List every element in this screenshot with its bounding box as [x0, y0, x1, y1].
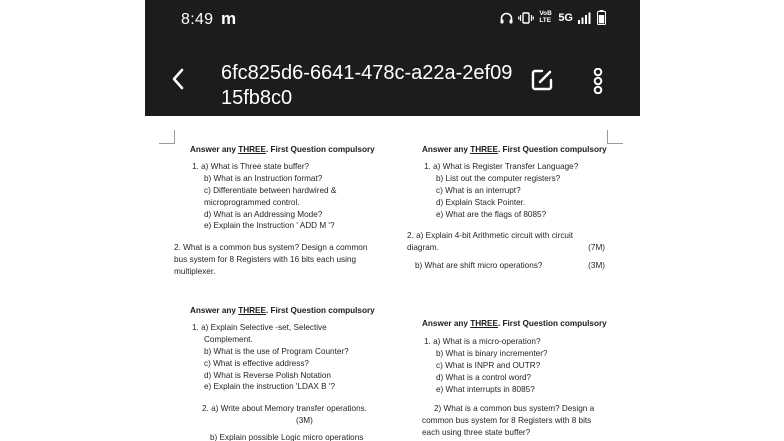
- question-line: c) What is INPR and OUTR?: [436, 360, 541, 370]
- document-viewer[interactable]: [145, 116, 640, 441]
- question-set-1-q2: [174, 242, 394, 278]
- question-line: microprogrammed control.: [204, 197, 300, 207]
- question-line-with-mark: [407, 260, 605, 272]
- more-vert-icon: [591, 68, 605, 94]
- crop-mark: [174, 130, 175, 144]
- back-arrow-icon: [167, 67, 191, 91]
- question-line: e) Explain the Instruction ' ADD M '?: [204, 221, 335, 231]
- question-set-3: [190, 305, 390, 393]
- crop-mark: [607, 130, 608, 144]
- set-1-header: Answer any THREE. First Question compulsory: [190, 145, 375, 154]
- question-line: b) Explain possible Logic micro operations: [210, 432, 364, 441]
- question-line-with-mark: [407, 242, 605, 254]
- question-line: b) What is binary incrementer?: [436, 348, 548, 358]
- volte-icon: VoB LTE: [539, 10, 552, 24]
- status-icons: [500, 10, 606, 25]
- question-set-2: [422, 144, 622, 220]
- question-line: common bus system for 8 Registers with 8 bits: [422, 415, 592, 425]
- edit-button[interactable]: [530, 68, 554, 92]
- question-line: d) What is Reverse Polish Notation: [204, 370, 331, 380]
- question-text: diagram.: [407, 242, 439, 252]
- set-2-header: Answer any THREE. First Question compulsory: [422, 145, 607, 154]
- question-line: d) What is a control word?: [436, 372, 532, 382]
- question-line: bus system for 8 Registers with 16 bits each using: [174, 254, 357, 264]
- question-line: 1. a) What is Three state buffer?: [192, 161, 310, 171]
- question-line: b) List out the computer registers?: [436, 173, 561, 183]
- more-options-button[interactable]: [591, 68, 605, 94]
- question-line: c) What is effective address?: [204, 358, 309, 368]
- question-line: e) Explain the instruction 'LDAX B '?: [204, 382, 336, 392]
- question-line: each using three state buffer?: [422, 427, 531, 437]
- question-line: 2) What is a common bus system? Design a: [434, 404, 595, 413]
- question-line: 2. a) Explain 4-bit Arithmetic circuit with circuit: [407, 231, 574, 240]
- headphones-icon: [500, 12, 513, 24]
- marks-label: (3M): [296, 415, 313, 425]
- question-line: 2. a) Write about Memory transfer operations.: [202, 404, 368, 413]
- status-time: 8:49: [181, 11, 214, 28]
- question-set-1: [190, 144, 390, 232]
- vibrate-icon: [518, 12, 534, 24]
- question-line: multiplexer.: [174, 266, 216, 276]
- document-title: 6fc825d6-6641-478c-a22a-2ef0915fb8c0: [221, 62, 513, 109]
- carrier-icon: m: [221, 9, 237, 28]
- signal-icon: [578, 12, 592, 24]
- question-text: b) What are shift micro operations?: [415, 260, 543, 270]
- phone-screen: [145, 0, 640, 441]
- app-bar: [145, 42, 640, 116]
- battery-icon: [597, 10, 606, 25]
- network-label: 5G: [558, 11, 573, 24]
- question-line: d) What is an Addressing Mode?: [204, 209, 323, 219]
- marks-label: (7M): [588, 242, 605, 252]
- question-line: e) What interrupts in 8085?: [436, 384, 535, 394]
- marks-label: (3M): [588, 260, 605, 270]
- set-4-header: Answer any THREE. First Question compulsory: [422, 319, 607, 328]
- question-set-4: [422, 318, 622, 395]
- crop-mark: [159, 143, 174, 144]
- question-set-3-q2: [190, 403, 390, 441]
- edit-icon: [530, 68, 554, 92]
- question-line: b) What is the use of Program Counter?: [204, 346, 349, 356]
- question-line: d) Explain Stack Pointer.: [436, 197, 526, 207]
- question-line: 1. a) What is a micro-operation?: [424, 336, 541, 346]
- question-line: c) What is an interrupt?: [436, 185, 521, 195]
- question-set-4-q2: [422, 403, 622, 439]
- status-bar: [145, 0, 640, 42]
- question-line: e) What are the flags of 8085?: [436, 209, 547, 219]
- question-line: Complement.: [204, 334, 253, 344]
- question-set-2-q2: [407, 230, 605, 272]
- set-3-header: Answer any THREE. First Question compulsory: [190, 306, 375, 315]
- question-line: 2. What is a common bus system? Design a common: [174, 243, 368, 252]
- question-line: 1. a) What is Register Transfer Language?: [424, 161, 579, 171]
- question-line: c) Differentiate between hardwired &: [204, 185, 337, 195]
- question-line: 1. a) Explain Selective -set, Selective: [192, 322, 327, 332]
- back-button[interactable]: [167, 67, 191, 91]
- question-line: b) What is an Instruction format?: [204, 173, 323, 183]
